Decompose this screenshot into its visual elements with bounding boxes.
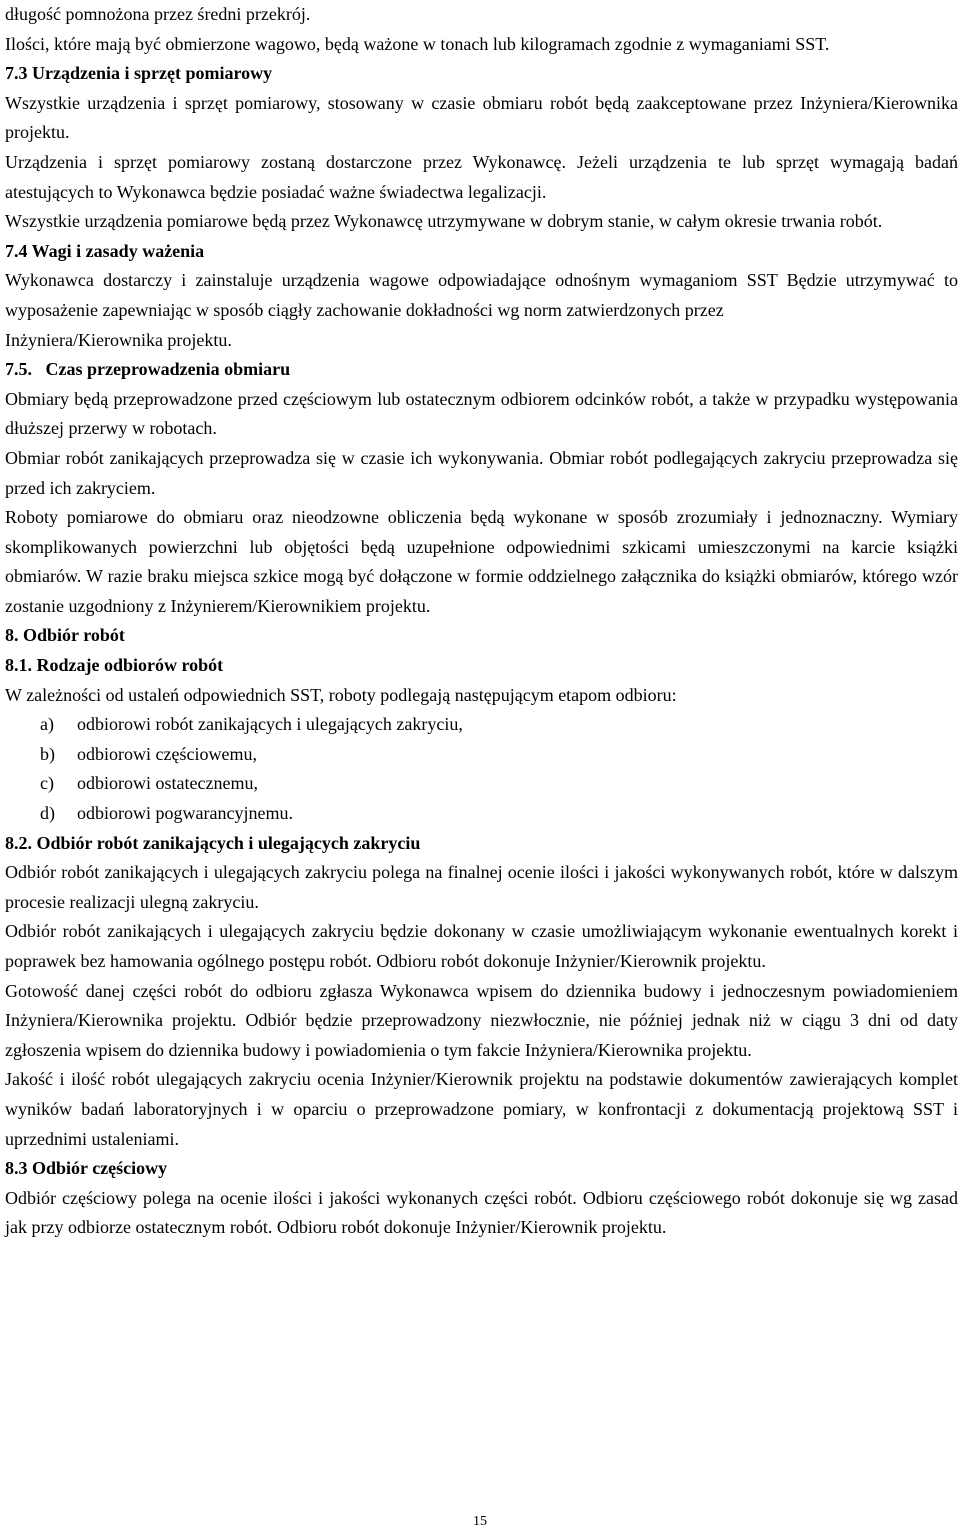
reception-stages-list — [5, 710, 958, 828]
list-item — [5, 769, 958, 799]
list-item — [5, 740, 958, 770]
section-heading-8: 8. Odbiór robót — [5, 625, 125, 646]
list-marker: c) — [40, 773, 54, 794]
paragraph: W zależności od ustaleń odpowiednich SST, roboty podlegają następującym etapom odbioru: — [5, 684, 677, 705]
section-heading-7-4: 7.4 Wagi i zasady ważenia — [5, 240, 205, 261]
section-heading-7-5 — [5, 355, 958, 385]
list-item — [5, 799, 958, 829]
paragraph: Urządzenia i sprzęt pomiarowy zostaną dostarczone przez Wykonawcę. Jeżeli urządzenia te lub sprzęt wymagają badań atestujących to Wykonawca będzie posiadać ważne świadectwa legalizacji. — [5, 151, 958, 202]
paragraph: Odbiór częściowy polega na ocenie ilości i jakości wykonanych części robót. Odbioru częściowego robót dokonuje się wg zasad jak przy odbiorze ostatecznym robót. Odbioru robót dokonuje Inżynier/Kierownik projektu. — [5, 1187, 958, 1238]
list-item — [5, 710, 958, 740]
paragraph: Wykonawca dostarczy i zainstaluje urządzenia wagowe odpowiadające odnośnym wymaganiom SST Będzie utrzymywać to wyposażenie zapewniając w sposób ciągły zachowanie dokładności wg norm zatwierdzonych przez — [5, 270, 958, 320]
list-marker: b) — [40, 743, 55, 764]
page-number: 15 — [473, 1514, 487, 1529]
list-marker: d) — [40, 803, 55, 824]
section-title: Odbiór robót zanikających i ulegających zakryciu — [36, 832, 421, 853]
section-title: Czas przeprowadzenia obmiaru — [45, 359, 291, 380]
list-item-text: odbiorowi ostatecznemu, — [77, 773, 258, 794]
paragraph: Ilości, które mają być obmierzone wagowo, będą ważone w tonach lub kilogramach zgodnie z wymaganiami SST. — [5, 33, 830, 54]
paragraph: Gotowość danej części robót do odbioru zgłasza Wykonawca wpisem do dziennika budowy i jednoczesnym powiadomieniem Inżyniera/Kierownika projektu. Odbiór będzie przeprowadzony niezwłocznie, nie później jednak niż w ciągu 3 dni od daty zgłoszenia wpisem do dziennika budowy i powiadomienia o tym fakcie Inżyniera/Kierownika projektu. — [5, 980, 958, 1060]
section-number: 8.2. — [5, 832, 32, 853]
list-item-text: odbiorowi pogwarancyjnemu. — [77, 803, 293, 824]
section-heading-8-1 — [5, 651, 958, 681]
document-page — [5, 0, 958, 1243]
paragraph: Wszystkie urządzenia i sprzęt pomiarowy, stosowany w czasie obmiaru robót będą zaakceptowane przez Inżyniera/Kierownika projektu. — [5, 92, 958, 143]
list-marker: a) — [40, 714, 54, 735]
section-heading-7-3: 7.3 Urządzenia i sprzęt pomiarowy — [5, 63, 273, 84]
section-heading-8-3: 8.3 Odbiór częściowy — [5, 1158, 168, 1179]
list-item-text: odbiorowi robót zanikających i ulegających zakryciu, — [77, 714, 463, 735]
paragraph: Obmiary będą przeprowadzone przed częściowym lub ostatecznym odbiorem odcinków robót, a także w przypadku występowania dłuższej przerwy w robotach. — [5, 388, 958, 439]
section-number: 8.1. — [5, 655, 32, 676]
paragraph: Inżyniera/Kierownika projektu. — [5, 329, 232, 350]
paragraph: Jakość i ilość robót ulegających zakryciu ocenia Inżynier/Kierownik projektu na podstawie dokumentów zawierających komplet wyników badań laboratoryjnych i w oparciu o przeprowadzone pomiary, w konfrontacji z dokumentacją projektową SST i uprzednimi ustaleniami. — [5, 1069, 958, 1149]
section-title: Rodzaje odbiorów robót — [36, 655, 224, 676]
paragraph: długość pomnożona przez średni przekrój. — [5, 4, 311, 24]
paragraph: Obmiar robót zanikających przeprowadza się w czasie ich wykonywania. Obmiar robót podlegających zakryciu przeprowadza się przed ich zakryciem. — [5, 447, 958, 498]
section-number: 7.5. — [5, 359, 32, 380]
paragraph: Wszystkie urządzenia pomiarowe będą przez Wykonawcę utrzymywane w dobrym stanie, w całym okresie trwania robót. — [5, 211, 883, 232]
section-heading-8-2 — [5, 829, 958, 859]
list-item-text: odbiorowi częściowemu, — [77, 743, 257, 764]
paragraph: Roboty pomiarowe do obmiaru oraz nieodzowne obliczenia będą wykonane w sposób zrozumiały i jednoznaczny. Wymiary skomplikowanych powierzchni lub objętości będą uzupełnione odpowiednimi szkicami umieszczonymi na karcie książki obmiarów. W razie braku miejsca szkice mogą być dołączone w formie oddzielnego załącznika do książki obmiarów, którego wzór zostanie uzgodniony z Inżynierem/Kierownikiem projektu. — [5, 507, 958, 616]
paragraph: Odbiór robót zanikających i ulegających zakryciu polega na finalnej ocenie ilości i jakości wykonywanych robót, które w dalszym procesie realizacji ulegną zakryciu. — [5, 862, 958, 912]
paragraph: Odbiór robót zanikających i ulegających zakryciu będzie dokonany w czasie umożliwiającym wykonanie ewentualnych korekt i poprawek bez hamowania ogólnego postępu robót. Odbioru robót dokonuje Inżynier/Kierownik projektu. — [5, 921, 958, 971]
